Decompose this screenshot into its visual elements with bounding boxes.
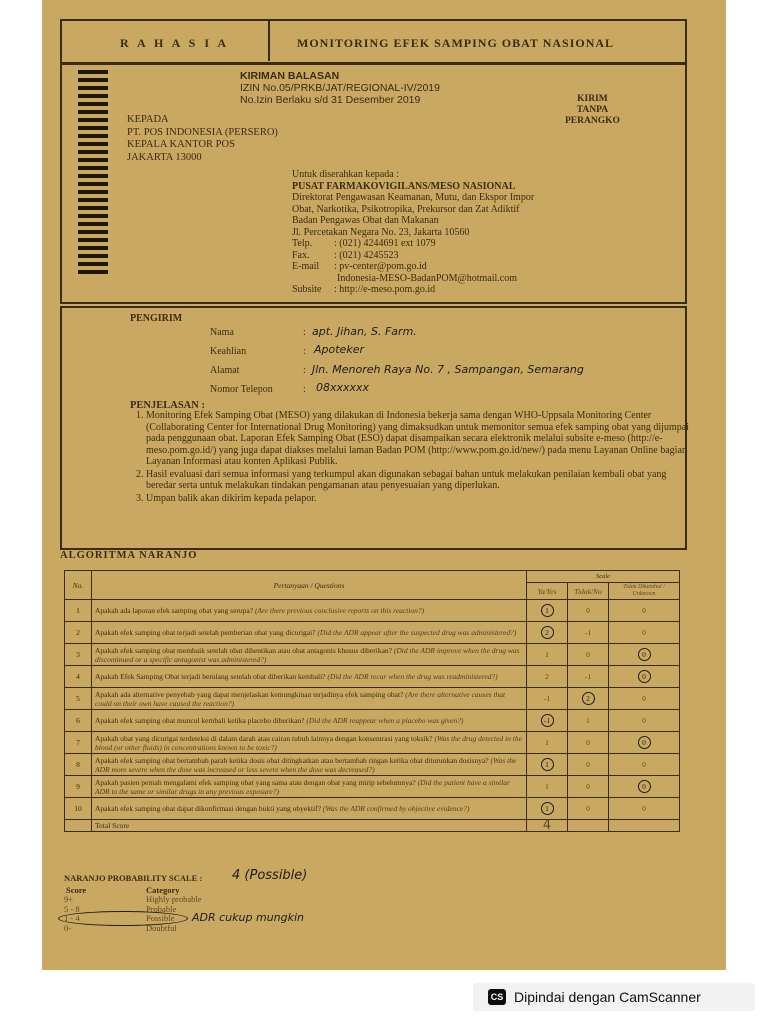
naranjo-rows [65,600,680,820]
row-question [92,644,527,666]
addressee-line: KEPADA [127,114,169,125]
row-question [92,710,527,732]
naranjo-row [65,644,680,666]
explanation-item: 1. Monitoring Efek Samping Obat (MESO) yang dilakukan di Indonesia bekerja sama dengan WHO-Uppsala Monitoring Center (Collaborating Center for International Drug Monitoring) yang dimaksudkan untuk memonitor semua efek samping obat yang dijumpai pada penggunaan obat. Laporan Efek Samping Obat (ESO) dapat disampaikan secara elektronik melalui subsite e-meso (http://e-meso.pom.go.id/) yang juga dapat diakses melalui laman Badan POM (http://www.pom.go.id/new/) pada menu Layanan Online bagian Layanan Informasi atau konten Aplikasi Publik. [146,410,696,468]
score-unk [609,754,680,776]
sender-heading: PENGIRIM [130,313,183,324]
naranjo-row [65,776,680,798]
score-value: 1 [586,716,590,725]
col-yes-header: Ya/Yes [527,583,568,600]
score-unk [609,688,680,710]
score-no [568,622,609,644]
sender-colon: : [303,365,306,376]
question-en: (Are there previous conclusive reports on this reaction?) [254,606,425,615]
naranjo-row [65,666,680,688]
camscanner-footer [473,983,755,1011]
sender-expertise-value: Apoteker [314,343,364,356]
score-no [568,688,609,710]
naranjo-row [65,710,680,732]
score-no [568,600,609,622]
circled-score: 2 [541,626,554,639]
score-unk [609,776,680,798]
question-id: Apakah efek samping obat dapat dikonfirmasi dengan bukti yang obyektif? [95,804,321,813]
contact-row: Indonesia-MESO-BadanPOM@hotmail.com [337,272,518,284]
explanation-heading: PENJELASAN : [130,400,205,411]
score-yes [527,732,568,754]
circled-score: 1 [541,802,554,815]
row-number: 5 [65,688,92,710]
question-id: Apakah ada laporan efek samping obat yang serupa? [95,606,254,615]
score-value: 1 [545,782,549,791]
camscanner-logo-icon: CS [488,989,506,1005]
score-yes [527,622,568,644]
score-unk [609,732,680,754]
sender-address-value: Jln. Menoreh Raya No. 7 , Sampangan, Semarang [312,363,584,376]
score-value: 0 [586,782,590,791]
naranjo-row [65,688,680,710]
addressee-line: JAKARTA 13000 [127,151,202,163]
circled-score: 0 [638,736,651,749]
score-no [568,776,609,798]
question-en: (Did the ADR recur when the drug was readministered?) [327,672,498,681]
recipient-intro: Untuk diserahkan kepada : [292,169,399,180]
circled-score: -1 [541,714,554,727]
row-question [92,754,527,776]
score-yes [527,710,568,732]
sender-colon: : [303,346,306,357]
sender-colon: : [303,384,306,395]
naranjo-row [65,754,680,776]
row-number: 1 [65,600,92,622]
score-value: 0 [642,716,646,725]
score-no [568,666,609,688]
score-value: 0 [642,760,646,769]
contact-row: Subsite : http://e-meso.pom.go.id [292,284,436,295]
total-score-row [65,820,680,832]
row-question [92,798,527,820]
score-value: 0 [642,804,646,813]
header-title: MONITORING EFEK SAMPING OBAT NASIONAL [297,36,615,50]
question-en: (Was the drug detected in the blood (or other fluids) in concentrations known to be toxic?) [95,733,522,752]
recipient-block [292,169,534,296]
barcode-marks [78,70,108,278]
question-id: Apakah Efek Samping Obat terjadi berulang setelah obat diberikan kembali? [95,672,326,681]
probability-handwritten: 4 (Possible) [232,868,308,883]
score-unk [609,666,680,688]
sender-address-label: Alamat [210,365,240,376]
question-id: Apakah obat yang dicurigai terdeteksi di dalam darah atau cairan tubuh lainnya dengan konsentrasi yang toksik? [95,733,433,743]
score-yes [527,600,568,622]
score-yes [527,776,568,798]
header-confidential: R A H A S I A [120,36,230,50]
postage-stamp-text [565,94,620,127]
reply-permit: IZIN No.05/PRKB/JAT/REGIONAL-IV/2019 [240,82,440,94]
stamp-line-2: TANPA [576,105,609,115]
contact-row: Telp. : (021) 4244691 ext 1079 [292,238,436,249]
score-value: -1 [584,672,592,681]
question-en: (Did the ADR improve when the drug was discontinued or a specific antagonist was administered?) [95,645,520,664]
row-number: 7 [65,732,92,754]
score-value: 2 [545,672,549,681]
addressee-block [127,114,278,164]
sender-expertise-label: Keahlian [210,346,247,357]
recipient-line: Direktorat Pengawasan Keamanan, Mutu, dan Ekspor Impor [292,192,535,203]
naranjo-header-row [65,571,680,583]
col-unknown-header: Tidak Diketahui / Unknown [609,583,680,600]
score-value: 1 [545,650,549,659]
score-unk [609,798,680,820]
row-question [92,776,527,798]
col-no-header: No. [65,571,92,600]
score-value: 0 [586,606,590,615]
row-question [92,688,527,710]
category-col-header: Category [146,885,180,895]
stamp-line-3: PERANGKO [565,116,620,126]
stamp-line-1: KIRIM [577,94,608,104]
sender-name-value: apt. Jihan, S. Farm. [312,325,417,338]
score-yes [527,798,568,820]
sender-name-label: Nama [210,327,234,338]
score-unk [609,622,680,644]
recipient-line: Obat, Narkotika, Psikotropika, Prekursor dan Zat Adiktif [292,203,520,215]
header-divider [268,21,270,61]
naranjo-row [65,600,680,622]
circled-score: 0 [638,780,651,793]
score-value: -1 [543,694,551,703]
score-no [568,710,609,732]
naranjo-row [65,622,680,644]
score-no [568,732,609,754]
probability-row: 0- Doubtful [64,922,177,933]
score-value: 0 [642,628,646,637]
addressee-line: PT. POS INDONESIA (PERSERO) [127,126,278,138]
explanation-list [132,410,696,505]
naranjo-heading: ALGORITMA NARANJO [60,550,198,561]
score-value: -1 [584,628,592,637]
recipient-line: Jl. Percetakan Negara No. 23, Jakarta 10560 [292,226,470,238]
score-value: 0 [586,738,590,747]
score-value: 1 [545,738,549,747]
circled-score: 1 [541,758,554,771]
probability-label: NARANJO PROBABILITY SCALE : [64,873,203,883]
addressee-line: KEPALA KANTOR POS [127,139,235,150]
total-score-value: 4 [527,820,568,832]
score-unk [609,644,680,666]
circled-score: 1 [541,604,554,617]
score-yes [527,688,568,710]
score-value: 0 [586,804,590,813]
question-id: Apakah efek samping obat muncul kembali ketika placebo diberikan? [95,716,305,725]
reply-title: KIRIMAN BALASAN [240,70,340,82]
recipient-line: Badan Pengawas Obat dan Makanan [292,215,439,226]
score-no [568,754,609,776]
score-no [568,798,609,820]
row-number: 4 [65,666,92,688]
score-value: 0 [642,606,646,615]
score-unk [609,710,680,732]
question-id: Apakah ada alternative penyebab yang dapat menjelaskan kemungkinan terjadinya efek samping obat? [95,689,404,699]
sender-colon: : [303,327,306,338]
naranjo-table [64,570,680,832]
row-number: 2 [65,622,92,644]
question-en: (Did the ADR appear after the suspected drug was administered?) [317,628,517,637]
score-value: 0 [586,650,590,659]
score-value: 0 [642,694,646,703]
score-yes [527,754,568,776]
question-en: (Was the ADR more severe when the dose was increased or less severe when the dose was decreased?) [95,755,517,774]
score-yes [527,644,568,666]
row-question [92,622,527,644]
question-en: (Are there alternative causes that could on their own have caused the reaction?) [95,689,506,708]
row-question [92,732,527,754]
question-id: Apakah efek samping obat terjadi setelah pemberian obat yang dicurigai? [95,628,316,637]
score-col-header: Score [66,885,87,895]
row-question [92,666,527,688]
question-id: Apakah efek samping obat membaik setelah obat dihentikan atau obat antagonis khusus diberikan? [95,645,392,655]
probability-row-selected: 1 - 4 Possible [64,913,175,923]
contact-row: E-mail : pv-center@pom.go.id [292,261,427,272]
row-number: 10 [65,798,92,820]
handwritten-oval [58,911,188,926]
score-no [568,644,609,666]
score-yes [527,666,568,688]
row-number: 9 [65,776,92,798]
recipient-org: PUSAT FARMAKOVIGILANS/MESO NASIONAL [292,180,516,192]
question-id: Apakah efek samping obat bertambah parah ketika dosis obat ditingkatkan atau bertambah ringan ketika obat diturunkan dosisnya? [95,755,489,765]
reply-validity: No.Izin Berlaku s/d 31 Desember 2019 [240,94,421,106]
circled-score: 0 [638,648,651,661]
col-scale-header: Scale [527,571,680,583]
probability-row: 5 - 8 Probable [64,903,177,914]
row-question [92,600,527,622]
row-number: 6 [65,710,92,732]
sender-phone-label: Nomor Telepon [210,384,273,395]
naranjo-row [65,732,680,754]
sender-phone-value: 08xxxxxx [316,381,370,394]
question-en: (Was the ADR confirmed by objective evidence?) [322,804,470,813]
row-number: 8 [65,754,92,776]
question-id: Apakah pasien pernah mengalami efek samping obat yang sama atau dengan obat yang mirip sebelumnya? [95,777,416,787]
question-en: (Did the patient have a similar ADR to the same or similar drugs in any previous exposure?) [95,777,510,796]
col-question-header: Pertanyaan / Questions [92,571,527,600]
total-score-label: Total Score [92,820,527,832]
circled-score: 0 [638,670,651,683]
row-number: 3 [65,644,92,666]
probability-row: 9+ Highly probable [64,894,202,904]
circled-score: 2 [582,692,595,705]
question-en: (Did the ADR reappear when a placebo was given?) [306,716,464,725]
score-unk [609,600,680,622]
camscanner-text: Dipindai dengan CamScanner [514,989,701,1005]
explanation-item: 3. Umpan balik akan dikirim kepada pelapor. [146,493,696,505]
explanation-item: 2. Hasil evaluasi dari semua informasi yang terkumpul akan digunakan sebagai bahan untuk melakukan penilaian kembali obat yang beredar serta untuk melakukan tindakan pengamanan atau penyesuaian yang diperlukan. [146,469,696,492]
contact-row: Fax. : (021) 4245523 [292,249,399,261]
naranjo-row [65,798,680,820]
col-no-answer-header: Tidak/No [568,583,609,600]
score-value: 0 [586,760,590,769]
probability-note: ADR cukup mungkin [192,911,305,924]
